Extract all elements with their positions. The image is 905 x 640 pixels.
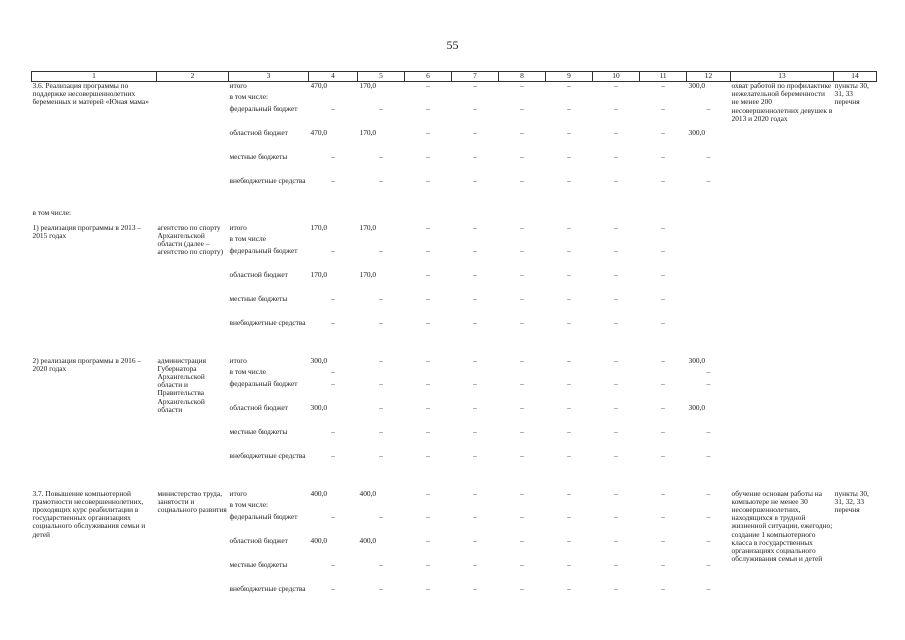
funding-source: федеральный бюджет [229, 512, 298, 521]
funding-source: местные бюджеты [229, 560, 288, 569]
value-cell: 300,0 [310, 356, 328, 365]
value-cell: – [426, 451, 430, 460]
value-cell: – [426, 379, 430, 388]
value-cell: – [331, 367, 335, 376]
value-cell: – [520, 560, 524, 569]
value-cell: – [520, 270, 524, 279]
value-cell: – [661, 489, 665, 498]
value-cell: – [426, 223, 430, 232]
value-cell: – [661, 560, 665, 569]
value-cell: – [661, 176, 665, 185]
value-cell: – [331, 104, 335, 113]
funding-source: в том числе [229, 234, 266, 243]
value-cell: – [614, 81, 618, 90]
value-cell: – [379, 318, 383, 327]
value-cell [309, 235, 358, 247]
col-header-8: 8 [499, 72, 546, 82]
value-cell: – [473, 451, 477, 460]
value-cell [593, 501, 640, 513]
value-cell: – [426, 176, 430, 185]
value-cell: – [426, 294, 430, 303]
value-cell: – [661, 403, 665, 412]
value-cell: – [473, 379, 477, 388]
value-cell: – [426, 128, 430, 137]
value-cell: – [614, 318, 618, 327]
value-cell: 300,0 [688, 81, 706, 90]
value-cell: – [473, 318, 477, 327]
value-cell: 300,0 [688, 128, 706, 137]
value-cell: – [426, 81, 430, 90]
value-cell [593, 93, 640, 105]
col-header-14: 14 [834, 72, 877, 82]
value-cell: 400,0 [310, 489, 328, 498]
reference-points [834, 224, 877, 343]
col-header-12: 12 [687, 72, 731, 82]
value-cell: – [426, 584, 430, 593]
value-cell: – [426, 270, 430, 279]
value-cell [640, 235, 687, 247]
value-cell: – [331, 294, 335, 303]
value-cell [687, 224, 731, 235]
value-cell: – [473, 81, 477, 90]
value-cell: – [473, 176, 477, 185]
value-cell [687, 247, 731, 271]
col-header-10: 10 [593, 72, 640, 82]
funding-source: в том числе [229, 367, 266, 376]
value-cell [452, 368, 499, 380]
value-cell: 170,0 [359, 81, 377, 90]
value-cell [358, 235, 405, 247]
value-cell: – [706, 536, 711, 545]
col-header-2: 2 [157, 72, 229, 82]
value-cell: – [706, 560, 711, 569]
value-cell: – [614, 512, 618, 521]
value-cell: 170,0 [359, 128, 377, 137]
value-cell: – [473, 104, 477, 113]
value-cell: – [520, 128, 524, 137]
funding-source: федеральный бюджет [229, 379, 298, 388]
value-cell: – [331, 152, 335, 161]
value-cell: – [614, 489, 618, 498]
col-header-1: 1 [32, 72, 157, 82]
value-cell: – [661, 584, 665, 593]
value-cell: – [379, 294, 383, 303]
executor: министерство труда, занятости и социального развития [157, 489, 227, 514]
value-cell: – [706, 176, 711, 185]
value-cell: – [661, 81, 665, 90]
funding-source: областной бюджет [229, 270, 288, 279]
value-cell: – [473, 403, 477, 412]
value-cell: – [520, 427, 524, 436]
value-cell [405, 235, 452, 247]
value-cell: – [661, 318, 665, 327]
funding-source: местные бюджеты [229, 294, 288, 303]
funding-source: итого [229, 81, 247, 90]
value-cell: – [379, 512, 383, 521]
value-cell: – [661, 536, 665, 545]
value-cell: – [567, 489, 571, 498]
expected-result: охват работой по профилактике нежелательной беременности не менее 200 несовершеннолетних девушек в 2013 и 2020 годах [731, 81, 833, 123]
funding-source: итого [229, 489, 247, 498]
funding-source: внебюджетные средства [229, 451, 306, 460]
value-cell: – [473, 294, 477, 303]
value-cell: – [614, 223, 618, 232]
value-cell: 400,0 [359, 536, 377, 545]
value-cell: – [706, 584, 711, 593]
value-cell: – [520, 584, 524, 593]
value-cell: – [567, 536, 571, 545]
value-cell: 170,0 [310, 270, 328, 279]
value-cell [687, 271, 731, 295]
activity-title: 3.7. Повышение компьютерной грамотности несовершеннолетних, проходящих курс реабилитации в государственных организациях социального обслуживания семьи и детей [32, 489, 146, 539]
value-cell: – [567, 560, 571, 569]
value-cell: – [706, 512, 711, 521]
reference-points [834, 357, 877, 476]
value-cell: – [379, 356, 383, 365]
value-cell: – [520, 512, 524, 521]
col-header-5: 5 [358, 72, 405, 82]
value-cell: – [426, 536, 430, 545]
value-cell: – [473, 512, 477, 521]
funding-source: областной бюджет [229, 403, 288, 412]
value-cell: – [567, 223, 571, 232]
value-cell: – [614, 128, 618, 137]
value-cell: – [473, 427, 477, 436]
col-header-3: 3 [229, 72, 309, 82]
value-cell [687, 93, 731, 105]
funding-source: местные бюджеты [229, 427, 288, 436]
value-cell: – [520, 379, 524, 388]
reference-points: пункты 30, 31, 33 перечня [834, 81, 869, 107]
value-cell: – [379, 584, 383, 593]
value-cell: – [379, 152, 383, 161]
value-cell: – [567, 318, 571, 327]
value-cell [358, 93, 405, 105]
value-cell: – [661, 379, 665, 388]
value-cell: – [473, 356, 477, 365]
funding-source: внебюджетные средства [229, 318, 306, 327]
table-row [32, 357, 877, 368]
value-cell: – [614, 270, 618, 279]
value-cell [687, 501, 731, 513]
value-cell: – [331, 584, 335, 593]
value-cell: – [331, 512, 335, 521]
executor: агентство по спорту Архангельской области (далее – агентство по спорту) [157, 223, 224, 257]
value-cell [687, 295, 731, 319]
funding-source: областной бюджет [229, 536, 288, 545]
page-number: 55 [446, 38, 459, 52]
value-cell [405, 501, 452, 513]
value-cell [309, 501, 358, 513]
col-header-9: 9 [546, 72, 593, 82]
value-cell: – [379, 176, 383, 185]
value-cell: – [661, 451, 665, 460]
value-cell: – [567, 176, 571, 185]
value-cell: – [473, 152, 477, 161]
value-cell: – [567, 246, 571, 255]
table-row [32, 82, 877, 93]
value-cell: – [614, 560, 618, 569]
value-cell: – [426, 104, 430, 113]
value-cell: 300,0 [688, 403, 706, 412]
funding-source: федеральный бюджет [229, 104, 298, 113]
value-cell: 170,0 [310, 223, 328, 232]
value-cell [640, 93, 687, 105]
value-cell: – [567, 104, 571, 113]
value-cell: 470,0 [310, 128, 328, 137]
value-cell: – [426, 246, 430, 255]
value-cell: – [426, 560, 430, 569]
value-cell: – [520, 294, 524, 303]
value-cell [452, 501, 499, 513]
expected-result [731, 224, 834, 343]
value-cell: – [614, 427, 618, 436]
value-cell: – [520, 104, 524, 113]
value-cell [358, 368, 405, 380]
table-row [32, 224, 877, 235]
value-cell [452, 235, 499, 247]
funding-source: внебюджетные средства [229, 584, 306, 593]
value-cell: – [614, 152, 618, 161]
value-cell: – [331, 560, 335, 569]
value-cell: – [706, 104, 711, 113]
budget-table [31, 71, 877, 609]
value-cell: 170,0 [359, 270, 377, 279]
value-cell: – [706, 367, 711, 376]
funding-source: в том числе: [229, 92, 269, 101]
value-cell: – [379, 403, 383, 412]
funding-source: итого [229, 356, 247, 365]
value-cell: – [661, 512, 665, 521]
value-cell [499, 501, 546, 513]
value-cell: – [614, 104, 618, 113]
subheading-row [32, 208, 877, 224]
executor [157, 82, 229, 201]
header-row [32, 72, 877, 82]
value-cell: – [520, 81, 524, 90]
value-cell: – [426, 403, 430, 412]
value-cell: – [473, 560, 477, 569]
value-cell: – [661, 270, 665, 279]
value-cell: – [379, 104, 383, 113]
value-cell: – [614, 176, 618, 185]
funding-source: итого [229, 223, 247, 232]
value-cell: – [426, 152, 430, 161]
value-cell: – [331, 451, 335, 460]
value-cell [309, 93, 358, 105]
value-cell: – [426, 489, 430, 498]
value-cell: – [567, 81, 571, 90]
col-header-13: 13 [731, 72, 834, 82]
value-cell: – [473, 536, 477, 545]
value-cell: – [706, 451, 711, 460]
table-row [32, 490, 877, 501]
funding-source: внебюджетные средства [229, 176, 306, 185]
value-cell: – [567, 451, 571, 460]
expected-result [731, 357, 834, 476]
value-cell [405, 93, 452, 105]
value-cell: – [614, 584, 618, 593]
value-cell [546, 235, 593, 247]
value-cell: 300,0 [310, 403, 328, 412]
col-header-4: 4 [309, 72, 358, 82]
value-cell: – [567, 379, 571, 388]
value-cell: – [473, 223, 477, 232]
col-header-7: 7 [452, 72, 499, 82]
value-cell: – [567, 152, 571, 161]
value-cell: 400,0 [310, 536, 328, 545]
value-cell: – [661, 356, 665, 365]
value-cell: – [706, 427, 711, 436]
value-cell: – [520, 536, 524, 545]
value-cell [546, 93, 593, 105]
value-cell: – [567, 356, 571, 365]
value-cell: – [520, 356, 524, 365]
value-cell: – [520, 246, 524, 255]
value-cell: – [331, 176, 335, 185]
value-cell: – [706, 152, 711, 161]
value-cell: – [379, 379, 383, 388]
value-cell: – [661, 427, 665, 436]
value-cell: – [567, 270, 571, 279]
value-cell: – [661, 246, 665, 255]
value-cell [499, 368, 546, 380]
value-cell [358, 501, 405, 513]
value-cell: – [379, 451, 383, 460]
value-cell: – [331, 379, 335, 388]
value-cell: – [426, 427, 430, 436]
spacer-row [32, 343, 877, 357]
spacer-row [32, 201, 877, 208]
value-cell: – [520, 403, 524, 412]
value-cell: – [661, 223, 665, 232]
activity-title: 3.6. Реализация программы по поддержке несовершеннолетних беременных и матерей «Юная мама» [32, 81, 149, 107]
reference-points: пункты 30, 31, 32, 33 перечня [834, 489, 869, 514]
value-cell: – [473, 270, 477, 279]
expected-result: обучение основам работы на компьютере не менее 30 несовершеннолетних, находящихся в трудной жизненной ситуации, ежегодно; создание 1 компьютерного класса в государственных организациях социального обслуживания семьи и детей [731, 489, 833, 564]
col-header-6: 6 [405, 72, 452, 82]
value-cell: – [379, 427, 383, 436]
value-cell: – [614, 356, 618, 365]
value-cell: – [706, 489, 711, 498]
value-cell: – [473, 246, 477, 255]
value-cell [593, 235, 640, 247]
activity-title: 2) реализация программы в 2016 – 2020 годах [32, 356, 142, 373]
col-header-11: 11 [640, 72, 687, 82]
executor: администрация Губернатора Архангельской области и Правительства Архангельской области [157, 356, 206, 414]
value-cell: – [567, 294, 571, 303]
value-cell [593, 368, 640, 380]
value-cell: – [426, 318, 430, 327]
value-cell: – [661, 152, 665, 161]
value-cell [640, 368, 687, 380]
value-cell: – [520, 176, 524, 185]
value-cell: – [331, 427, 335, 436]
value-cell: – [567, 512, 571, 521]
value-cell: – [331, 318, 335, 327]
value-cell [687, 235, 731, 247]
value-cell: – [614, 379, 618, 388]
value-cell: – [661, 294, 665, 303]
value-cell: – [473, 489, 477, 498]
value-cell [405, 368, 452, 380]
value-cell: – [331, 246, 335, 255]
value-cell: – [567, 427, 571, 436]
value-cell: – [520, 489, 524, 498]
value-cell: – [473, 584, 477, 593]
funding-source: федеральный бюджет [229, 246, 298, 255]
value-cell [499, 235, 546, 247]
value-cell: – [567, 128, 571, 137]
value-cell: – [520, 318, 524, 327]
value-cell: – [614, 294, 618, 303]
activity-title: 1) реализация программы в 2013 – 2015 годах [32, 223, 142, 240]
value-cell [687, 319, 731, 343]
value-cell [452, 93, 499, 105]
value-cell: – [379, 560, 383, 569]
funding-source: областной бюджет [229, 128, 288, 137]
value-cell: – [614, 246, 618, 255]
value-cell: 170,0 [359, 223, 377, 232]
value-cell [546, 368, 593, 380]
subheading: в том числе: [32, 207, 72, 217]
value-cell: – [614, 451, 618, 460]
value-cell: 470,0 [310, 81, 328, 90]
value-cell: – [426, 356, 430, 365]
value-cell: – [614, 536, 618, 545]
value-cell: – [706, 379, 711, 388]
value-cell: – [520, 223, 524, 232]
value-cell: – [426, 512, 430, 521]
value-cell: – [661, 104, 665, 113]
value-cell: 400,0 [359, 489, 377, 498]
funding-source: в том числе: [229, 500, 269, 509]
spacer-row [32, 476, 877, 490]
value-cell [499, 93, 546, 105]
value-cell: – [614, 403, 618, 412]
value-cell: – [520, 451, 524, 460]
value-cell: – [379, 246, 383, 255]
value-cell: – [567, 403, 571, 412]
value-cell: – [661, 128, 665, 137]
value-cell: – [473, 128, 477, 137]
value-cell [640, 501, 687, 513]
value-cell: – [520, 152, 524, 161]
value-cell: – [567, 584, 571, 593]
value-cell [546, 501, 593, 513]
funding-source: местные бюджеты [229, 152, 288, 161]
value-cell: 300,0 [688, 356, 706, 365]
